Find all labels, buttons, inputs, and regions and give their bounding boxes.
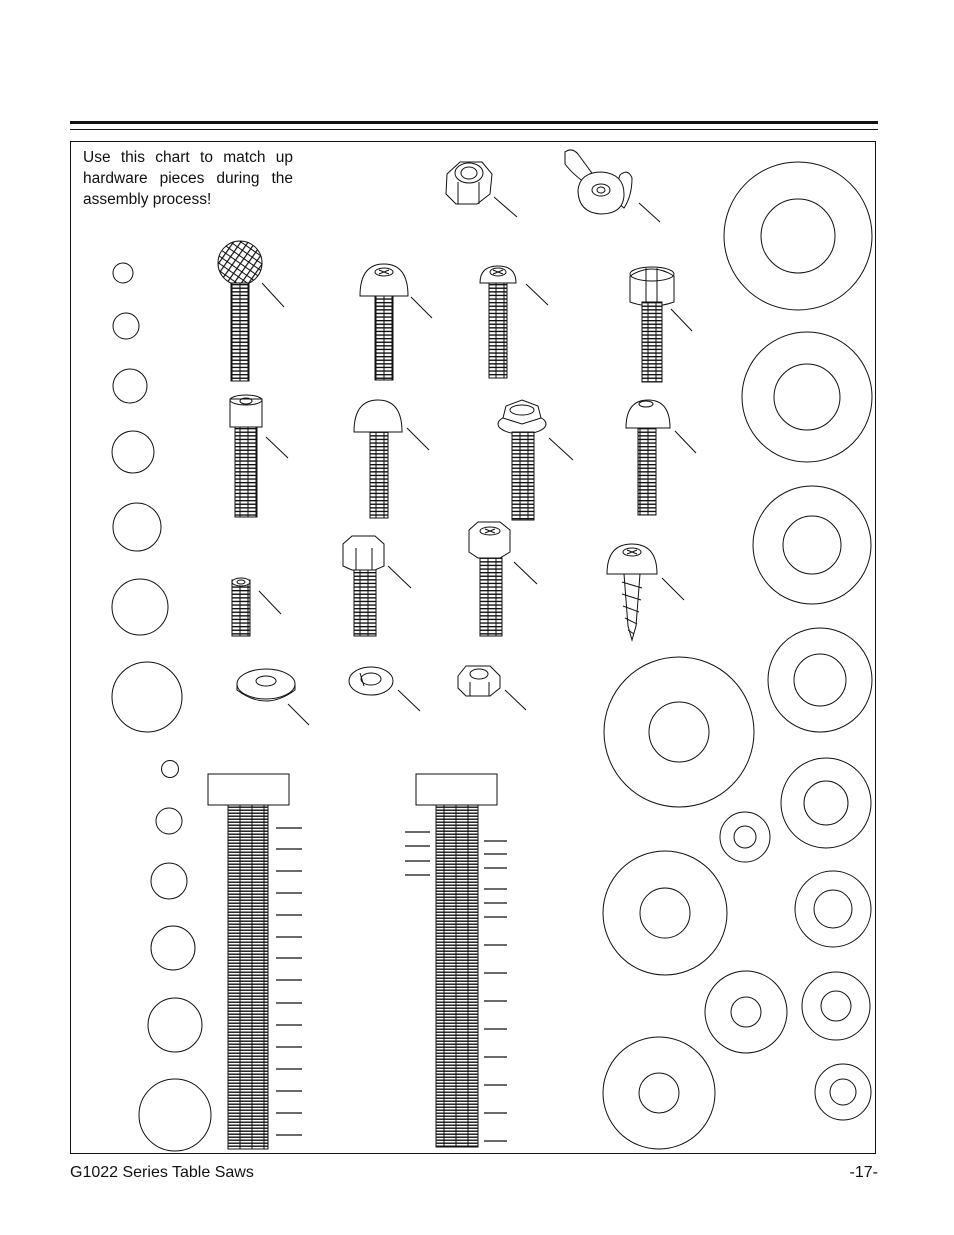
carriage-bolt-icon (354, 400, 429, 518)
hex-nut-icon (458, 666, 526, 710)
footer-page-number: -17- (849, 1164, 878, 1181)
hex-bolt-icon (469, 522, 537, 636)
set-screw-icon (232, 578, 281, 636)
wing-nut-icon (565, 150, 660, 222)
button-head-screw-icon (626, 400, 696, 515)
phillips-pan-head-screw-icon (360, 264, 432, 380)
hex-flange-bolt-icon (498, 400, 573, 520)
socket-head-cap-screw-icon (230, 395, 288, 517)
footer-manual-title: G1022 Series Table Saws (70, 1164, 254, 1181)
hex-bolt-icon (343, 536, 411, 636)
flat-washer-icon (237, 669, 309, 725)
chart-instruction-note: Use this chart to match up hardware pieces during the assembly process! (83, 149, 293, 208)
bolt-length-gauge-ruler (208, 774, 302, 1149)
lock-washer-icon (349, 667, 420, 711)
bolt-diameter-gauge-circles (139, 761, 211, 1152)
thumb-screw-icon (218, 241, 284, 381)
diameter-gauge-circles (112, 263, 182, 732)
phillips-tap-screw-icon (607, 544, 684, 640)
slotted-cap-screw-icon (630, 267, 692, 382)
hex-nylon-lock-nut-icon (446, 162, 517, 217)
phillips-pan-head-screw-icon (480, 266, 548, 378)
bolt-length-gauge-ruler (405, 774, 507, 1147)
